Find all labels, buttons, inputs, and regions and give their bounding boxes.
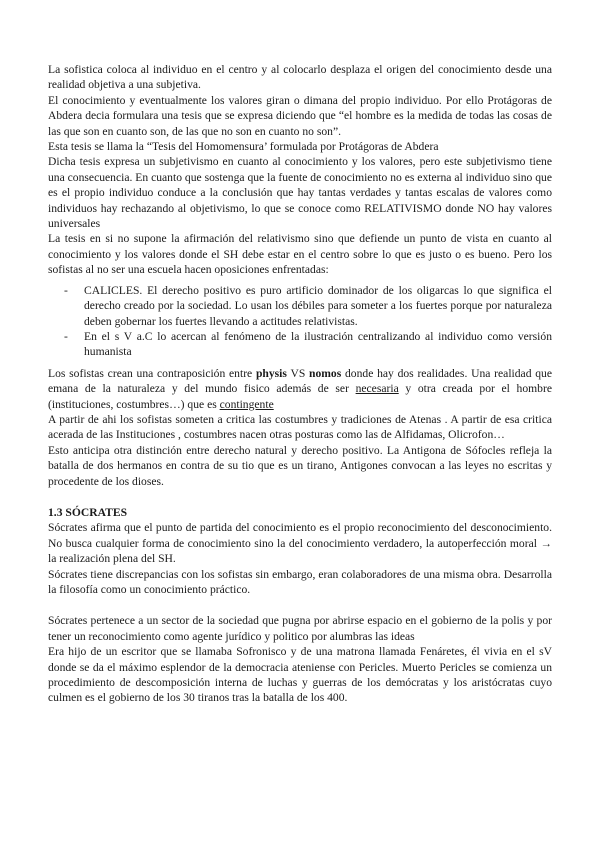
section-heading: 1.3 SÓCRATES [48, 505, 128, 519]
paragraph-socrates-familia: Era hijo de un escritor que se llamaba Sofronisco y de una matrona llamada Fenáretes, él vivia en el sV donde se da el máximo esplendor de la democracia ateniense con Pericles. Muerto Pericles se comienza un procedimiento de descomposición interna de luchas y guerras de los demócratas y los aristócratas cuyo culmen es el gobierno de los 30 tiranos tras la batalla de los 400. [48, 645, 552, 705]
text-span: y otra creada por el hombre (instituciones, costumbres…) que es [48, 382, 552, 411]
paragraph-relativismo: La tesis en si no supone la afirmación del relativismo sino que defiende un punto de vista en cuanto al conocimiento y los valores donde el SH debe estar en el centro sobre lo que es justo o es bueno. Pero los sofistas al no ser una escuela hacen oposiciones enfrentadas: [48, 232, 552, 277]
text-span: Sócrates afirma que el punto de partida del conocimiento es el propio reconocimiento del desconocimiento. No busca cualquier forma de conocimiento sino la del conocimiento verdadero, la autoperfección moral [48, 521, 552, 550]
necesaria-term: necesaria [355, 382, 399, 396]
paragraph-homomensura: Esta tesis se llama la “Tesis del Homomensura’ formulada por Protágoras de Abdera [48, 140, 439, 154]
paragraph-critica: A partir de ahi los sofistas someten a critica las costumbres y tradiciones de Atenas . A partir de esa critica acerada de las Instituciones , costumbres nacen otras posturas como las de Alfidamas, Olicrofon… [48, 412, 552, 442]
paragraph-physis-nomos [48, 366, 552, 412]
oposiciones-list [48, 283, 552, 360]
text-span: VS [286, 366, 310, 380]
paragraph-socrates-sociedad: Sócrates pertenece a un sector de la sociedad que pugna por abrirse espacio en el gobierno de la polis y por tener un reconocimiento como agente jurídico y politico por alumbras las ideas [48, 614, 552, 643]
paragraph-antigona: Esto anticipa otra distinción entre derecho natural y derecho positivo. La Antigona de Sófocles refleja la batalla de dos hermanos en contra de su tio que es un tirano, Antigones convocan a las leyes no escritas y procedente de los dioses. [48, 443, 552, 488]
nomos-term: nomos [309, 366, 342, 380]
paragraph-socrates-conocimiento [48, 520, 552, 566]
arrow-icon: → [540, 536, 552, 550]
paragraph-sofistica: La sofistica coloca al individuo en el centro y al colocarlo desplaza el origen del conocimiento desde una realidad objetiva a una subjetiva. [48, 63, 552, 92]
text-span: la realización plena del SH. [48, 552, 176, 566]
document-page [48, 62, 552, 706]
paragraph-protagoras: El conocimiento y eventualmente los valores giran o dimana del propio individuo. Por ello Protágoras de Abdera decia formulara una tesis que se expresa diciendo que “el hombre es la medida de todas las cosas de las que son en cuanto son, de las que no son en cuanto no son”. [48, 93, 552, 138]
list-item: - En el s V a.C lo acercan al fenómeno de la ilustración centralizando al individuo como versión humanista [48, 329, 552, 360]
list-item: - CALICLES. El derecho positivo es puro artificio dominador de los oligarcas lo que significa el derecho creado por la sociedad. Lo usan los débiles para someter a los fuertes porque por naturaleza deben gobernar los fuertes llevando a actitudes relativistas. [48, 283, 552, 329]
paragraph-socrates-sofistas: Sócrates tiene discrepancias con los sofistas sin embargo, eran colaboradores de una misma obra. Desarrolla la filosofía como un conocimiento práctico. [48, 567, 552, 596]
text-span: Los sofistas crean una contraposición entre [48, 366, 256, 380]
contingente-term: contingente [219, 397, 274, 411]
text-span: donde hay dos realidades. Una realidad que emana de la naturaleza y del mundo fisico además de ser [48, 366, 552, 396]
physis-term: physis [255, 366, 287, 380]
paragraph-subjetivismo: Dicha tesis expresa un subjetivismo en cuanto al conocimiento y los valores, pero este subjetivismo tiene una consecuencia. En cuanto que sostenga que la fuente de conocimiento no es externa al individuo sino que es el propio individuo conduce a la conclusión que hay tantas verdades y tantas escalas de valores como individuos hay rechazando al objetivismo, lo que se conoce como RELATIVISMO donde NO hay valores universales [48, 155, 552, 231]
